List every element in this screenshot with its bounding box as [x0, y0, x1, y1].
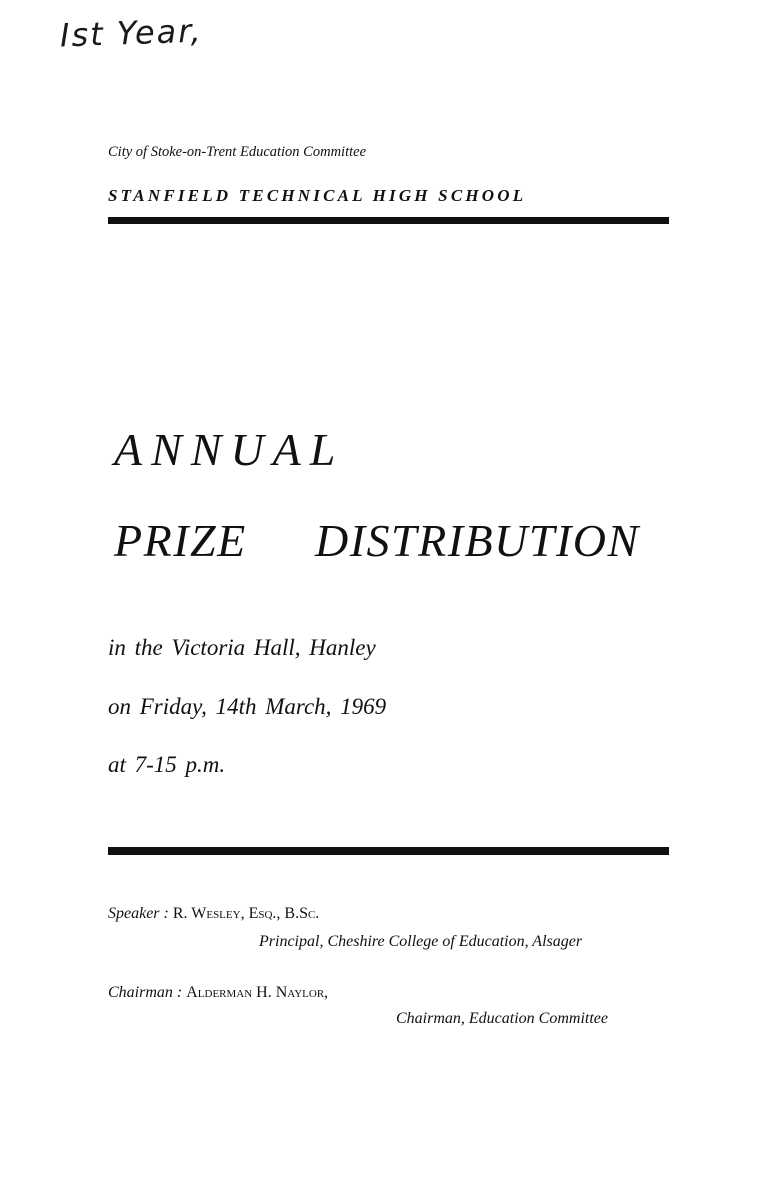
- speaker-line: [108, 905, 319, 923]
- title-prize: PRIZE: [114, 515, 247, 566]
- chairman-name: Alderman H. Naylor,: [186, 984, 329, 1001]
- chairman-label: Chairman :: [108, 984, 183, 1001]
- speaker-label: Speaker :: [108, 905, 169, 922]
- school-name: STANFIELD TECHNICAL HIGH SCHOOL: [108, 186, 527, 205]
- handwritten-note: Ist Year,: [59, 11, 204, 55]
- speaker-title: Principal, Cheshire College of Education, Alsager: [259, 933, 583, 950]
- speaker-name: R. Wesley, Esq., B.Sc.: [172, 905, 320, 922]
- title-distribution: DISTRIBUTION: [315, 515, 640, 566]
- event-venue: in the Victoria Hall, Hanley: [108, 635, 376, 660]
- event-time: at 7-15 p.m.: [108, 752, 226, 777]
- title-annual: ANNUAL: [114, 424, 345, 475]
- chairman-title: Chairman, Education Committee: [396, 1010, 608, 1027]
- chairman-line: [108, 984, 328, 1002]
- top-divider: [108, 217, 669, 224]
- bottom-divider: [108, 847, 669, 855]
- event-date: on Friday, 14th March, 1969: [108, 694, 387, 719]
- committee-name: City of Stoke-on-Trent Education Committee: [108, 144, 367, 160]
